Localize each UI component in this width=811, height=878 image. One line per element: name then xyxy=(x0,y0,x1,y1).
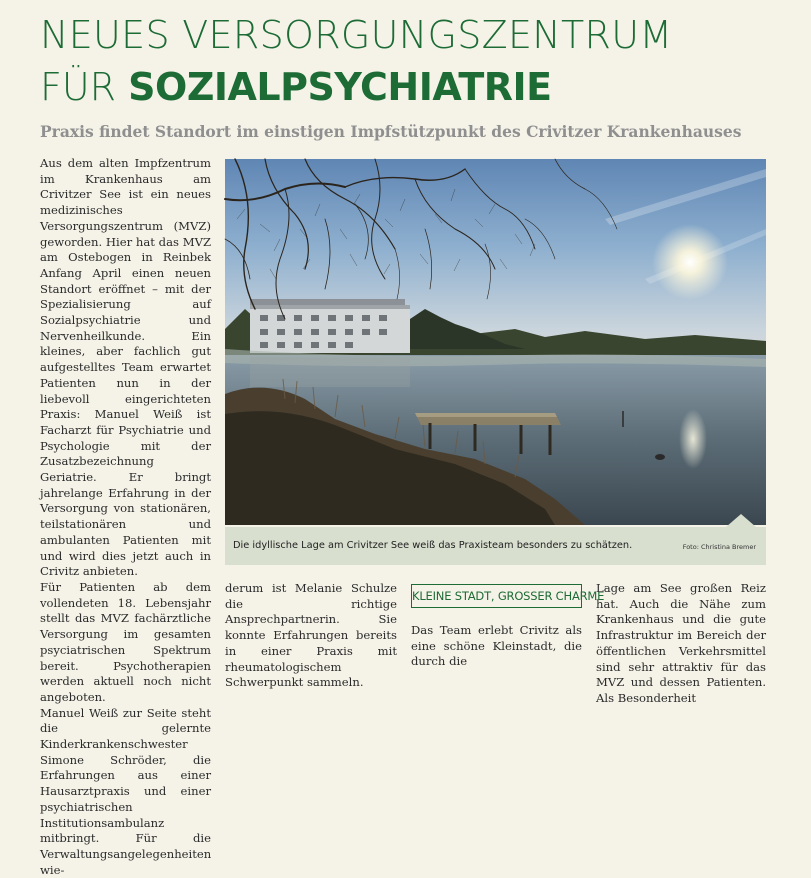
section-subhead: KLEINE STADT, GROSSER CHARME xyxy=(411,584,582,608)
article-column-middle xyxy=(225,581,397,691)
paragraph-team: Manuel Weiß zur Seite steht die gelernte Kinderkrankenschwester Simone Schröder, die Erfahrungen aus einer Hausarztpraxis und einer psychiatrischen Institutionsambulanz mitbringt. Für die Verwaltungsangelegenheiten wie- xyxy=(40,705,212,877)
lake-photo-illustration xyxy=(225,159,766,525)
paragraph-location: Lage am See großen Reiz hat. Auch die Nähe zum Krankenhaus und die gute Infrastruktur im Bereich der öffentlichen Verkehrsmittel sind sehr attraktiv für das MVZ und dessen Patienten. Als Besonderheit xyxy=(596,581,766,705)
paragraph-intro: Aus dem alten Impfzentrum im Krankenhaus am Crivitzer See ist ein neues medizinisches Versorgungszentrum (MVZ) geworden. Hier hat das MVZ am Ostebogen in Reinbek Anfang April einen neuen Standort eröffnet – mit der Spezialisierung auf Sozialpsychiatrie und Nervenheilkunde. Ein kleines, aber fachlich gut aufgestelltes Team erwartet Patienten nun in der liebevoll eingerichteten Praxis: Manuel Weiß ist Facharzt für Psychiatrie und Psychologie mit der Zusatzbezeichnung Geriatrie. Er bringt jahrelange Erfahrung in der Versorgung von stationären, teilstationären und ambulanten Patienten mit und wird dies jetzt auch in Crivitz anbieten. xyxy=(40,156,211,579)
article-column-left xyxy=(40,156,211,878)
paragraph-town: Das Team erlebt Crivitz als eine schöne Kleinstadt, die durch die xyxy=(411,623,582,669)
photo-caption-box xyxy=(225,527,766,565)
headline-prefix: FÜR xyxy=(40,65,129,109)
photo-caption: Die idyllische Lage am Crivitzer See weiß das Praxisteam besonders zu schätzen. xyxy=(233,540,633,551)
paragraph-patients: Für Patienten ab dem vollendeten 18. Lebensjahr stellt das MVZ fachärztliche Versorgung im gesamten psyciatrischen Spektrum bereit. Psychotherapien werden aktuell noch nicht angeboten. xyxy=(40,579,211,704)
caption-tab-triangle xyxy=(726,514,756,527)
lake-photo xyxy=(225,159,766,525)
photo-credit: Foto: Christina Bremer xyxy=(682,543,756,551)
headline-line-2 xyxy=(40,64,552,110)
article-column-right xyxy=(596,581,766,707)
paragraph-staff: derum ist Melanie Schulze die richtige Ansprechpartnerin. Sie konnte Erfahrungen bereits in einer Praxis mit rheumatologischem Schwerpunkt sammeln. xyxy=(225,581,397,690)
headline-bold: SOZIALPSYCHIATRIE xyxy=(128,65,552,109)
article-column-middle-2 xyxy=(411,623,582,670)
article-subtitle: Praxis findet Standort im einstigen Impfstützpunkt des Crivitzer Krankenhauses xyxy=(40,122,742,141)
headline-line-1: NEUES VERSORGUNGSZENTRUM xyxy=(40,13,673,57)
